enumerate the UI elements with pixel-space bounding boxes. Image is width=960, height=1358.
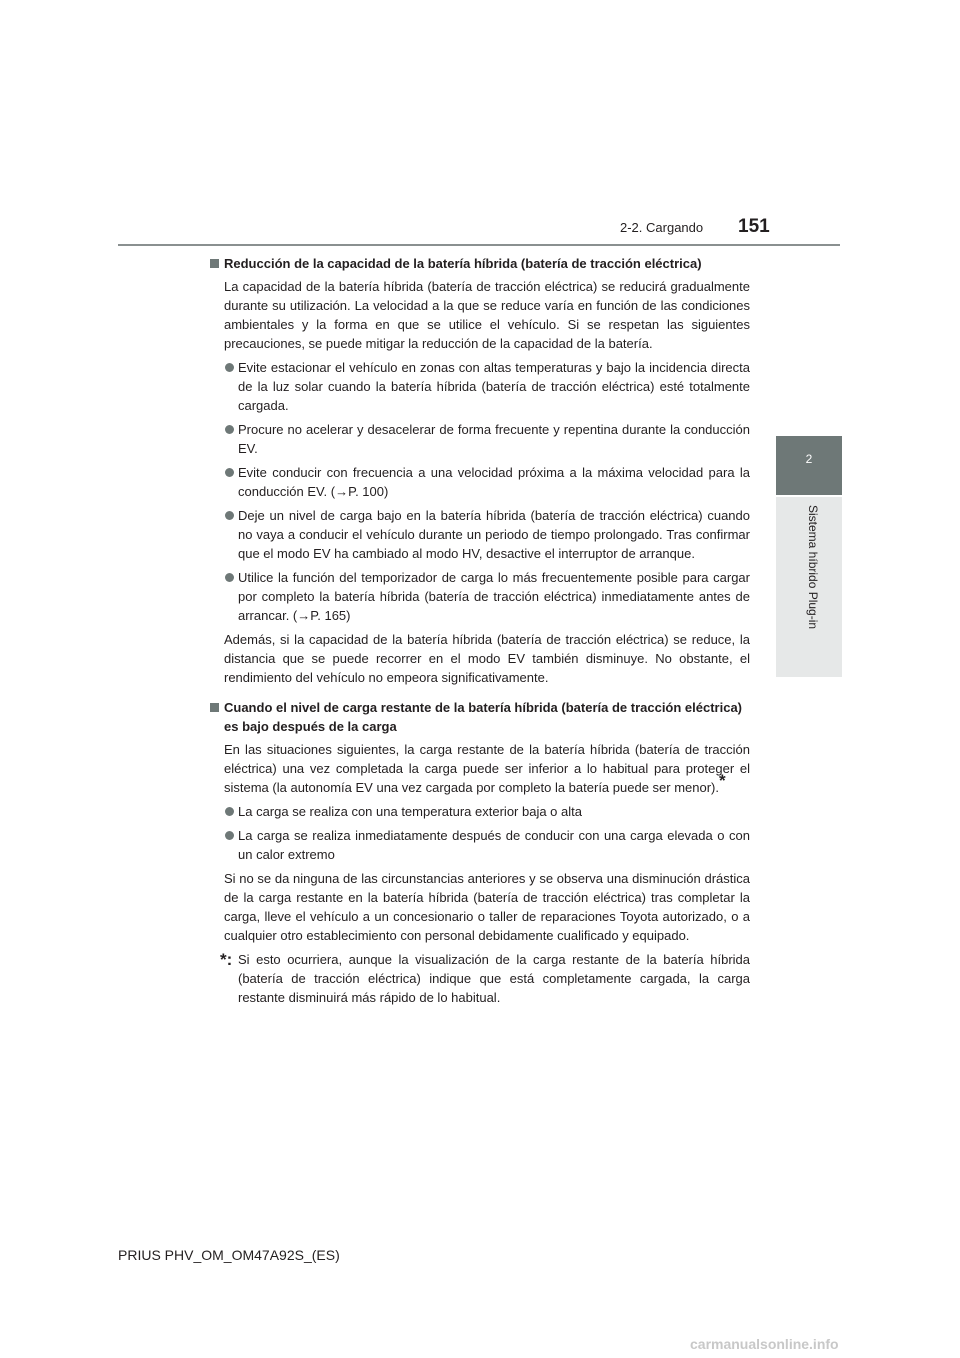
- footnote-marker: *: [719, 771, 726, 790]
- list-item: [210, 358, 750, 415]
- section-intro: La capacidad de la batería híbrida (batería de tracción eléctrica) se reducirá gradualmente durante su utilización. La velocidad a la que se reduce varía en función de las condiciones ambientales y la forma en que se utilice el vehículo. Si se respetan las siguientes precauciones, se puede mitigar la reducción de la capacidad de la batería.: [224, 279, 750, 351]
- circle-bullet-icon: [225, 807, 234, 816]
- chapter-title: Sistema híbrido Plug-in: [806, 505, 820, 630]
- circle-bullet-icon: [225, 831, 234, 840]
- list-item: [210, 463, 750, 501]
- watermark: carmanualsonline.info: [690, 1336, 839, 1352]
- circle-bullet-icon: [225, 425, 234, 434]
- footnote-mark: *:: [220, 950, 233, 969]
- document-id: PRIUS PHV_OM_OM47A92S_(ES): [118, 1247, 340, 1263]
- footnote: [210, 950, 750, 1007]
- list-item-text: Evite estacionar el vehículo en zonas con altas temperaturas y bajo la incidencia directa de la luz solar cuando la batería híbrida (batería de tracción eléctrica) esté totalmente cargada.: [238, 360, 750, 413]
- chapter-number: 2: [805, 452, 813, 466]
- section-heading: [210, 698, 750, 736]
- page-number: 151: [738, 216, 770, 237]
- list-item: [210, 506, 750, 563]
- square-bullet-icon: [210, 259, 219, 268]
- circle-bullet-icon: [225, 363, 234, 372]
- list-item-text: Evite conducir con frecuencia a una velocidad próxima a la máxima velocidad para la conducción EV. (→P. 100): [238, 465, 750, 499]
- chapter-tab: [776, 436, 842, 495]
- section-heading-text: Reducción de la capacidad de la batería híbrida (batería de tracción eléctrica): [224, 256, 702, 271]
- list-item: [210, 568, 750, 625]
- page-header: [0, 0, 960, 250]
- section-heading: [210, 254, 750, 273]
- circle-bullet-icon: [225, 511, 234, 520]
- section-intro-text: En las situaciones siguientes, la carga restante de la batería híbrida (batería de tracción eléctrica) una vez completada la carga puede ser inferior a lo habitual para proteger el sistema (la autonomía EV una vez cargada por completo la batería puede ser menor).: [224, 742, 750, 795]
- section-closing: Además, si la capacidad de la batería híbrida (batería de tracción eléctrica) se reduce, la distancia que se puede recorrer en el modo EV también disminuye. No obstante, el rendimiento del vehículo no empeora significativamente.: [224, 632, 750, 685]
- section-label: 2-2. Cargando: [620, 220, 704, 235]
- list-item: [210, 420, 750, 458]
- circle-bullet-icon: [225, 573, 234, 582]
- square-bullet-icon: [210, 703, 219, 712]
- list-item-text: La carga se realiza inmediatamente después de conducir con una carga elevada o con un calor extremo: [238, 828, 750, 862]
- list-item-text: Utilice la función del temporizador de carga lo más frecuentemente posible para cargar por completo la batería híbrida (batería de tracción eléctrica) inmediatamente antes de arrancar. (→P. 165): [238, 570, 750, 623]
- header-divider: [118, 244, 840, 246]
- section-heading-text: Cuando el nivel de carga restante de la batería híbrida (batería de tracción eléctrica) es bajo después de la carga: [224, 700, 743, 734]
- list-item: [210, 826, 750, 864]
- list-item-text: La carga se realiza con una temperatura exterior baja o alta: [238, 804, 582, 819]
- section-intro: [210, 740, 750, 797]
- page-content: [210, 254, 750, 1007]
- list-item-text: Procure no acelerar y desacelerar de forma frecuente y repentina durante la conducción EV.: [238, 422, 750, 456]
- circle-bullet-icon: [225, 468, 234, 477]
- section-closing: Si no se da ninguna de las circunstancias anteriores y se observa una disminución drástica de la carga restante en la batería híbrida (batería de tracción eléctrica) tras completar la carga, lleve el vehículo a un concesionario o taller de reparaciones Toyota autorizado, o a cualquier otro establecimiento con personal debidamente cualificado y equipado.: [224, 871, 750, 943]
- list-item-text: Deje un nivel de carga bajo en la batería híbrida (batería de tracción eléctrica) cuando no vaya a conducir el vehículo durante un periodo de tiempo prolongado. Tras confirmar que el modo EV ha cambiado al modo HV, desactive el interruptor de arranque.: [238, 508, 750, 561]
- list-item: [210, 802, 750, 821]
- footnote-text: Si esto ocurriera, aunque la visualización de la carga restante de la batería híbrida (batería de tracción eléctrica) indique que está completamente cargada, la carga restante disminuirá más rápido de lo habitual.: [238, 952, 750, 1005]
